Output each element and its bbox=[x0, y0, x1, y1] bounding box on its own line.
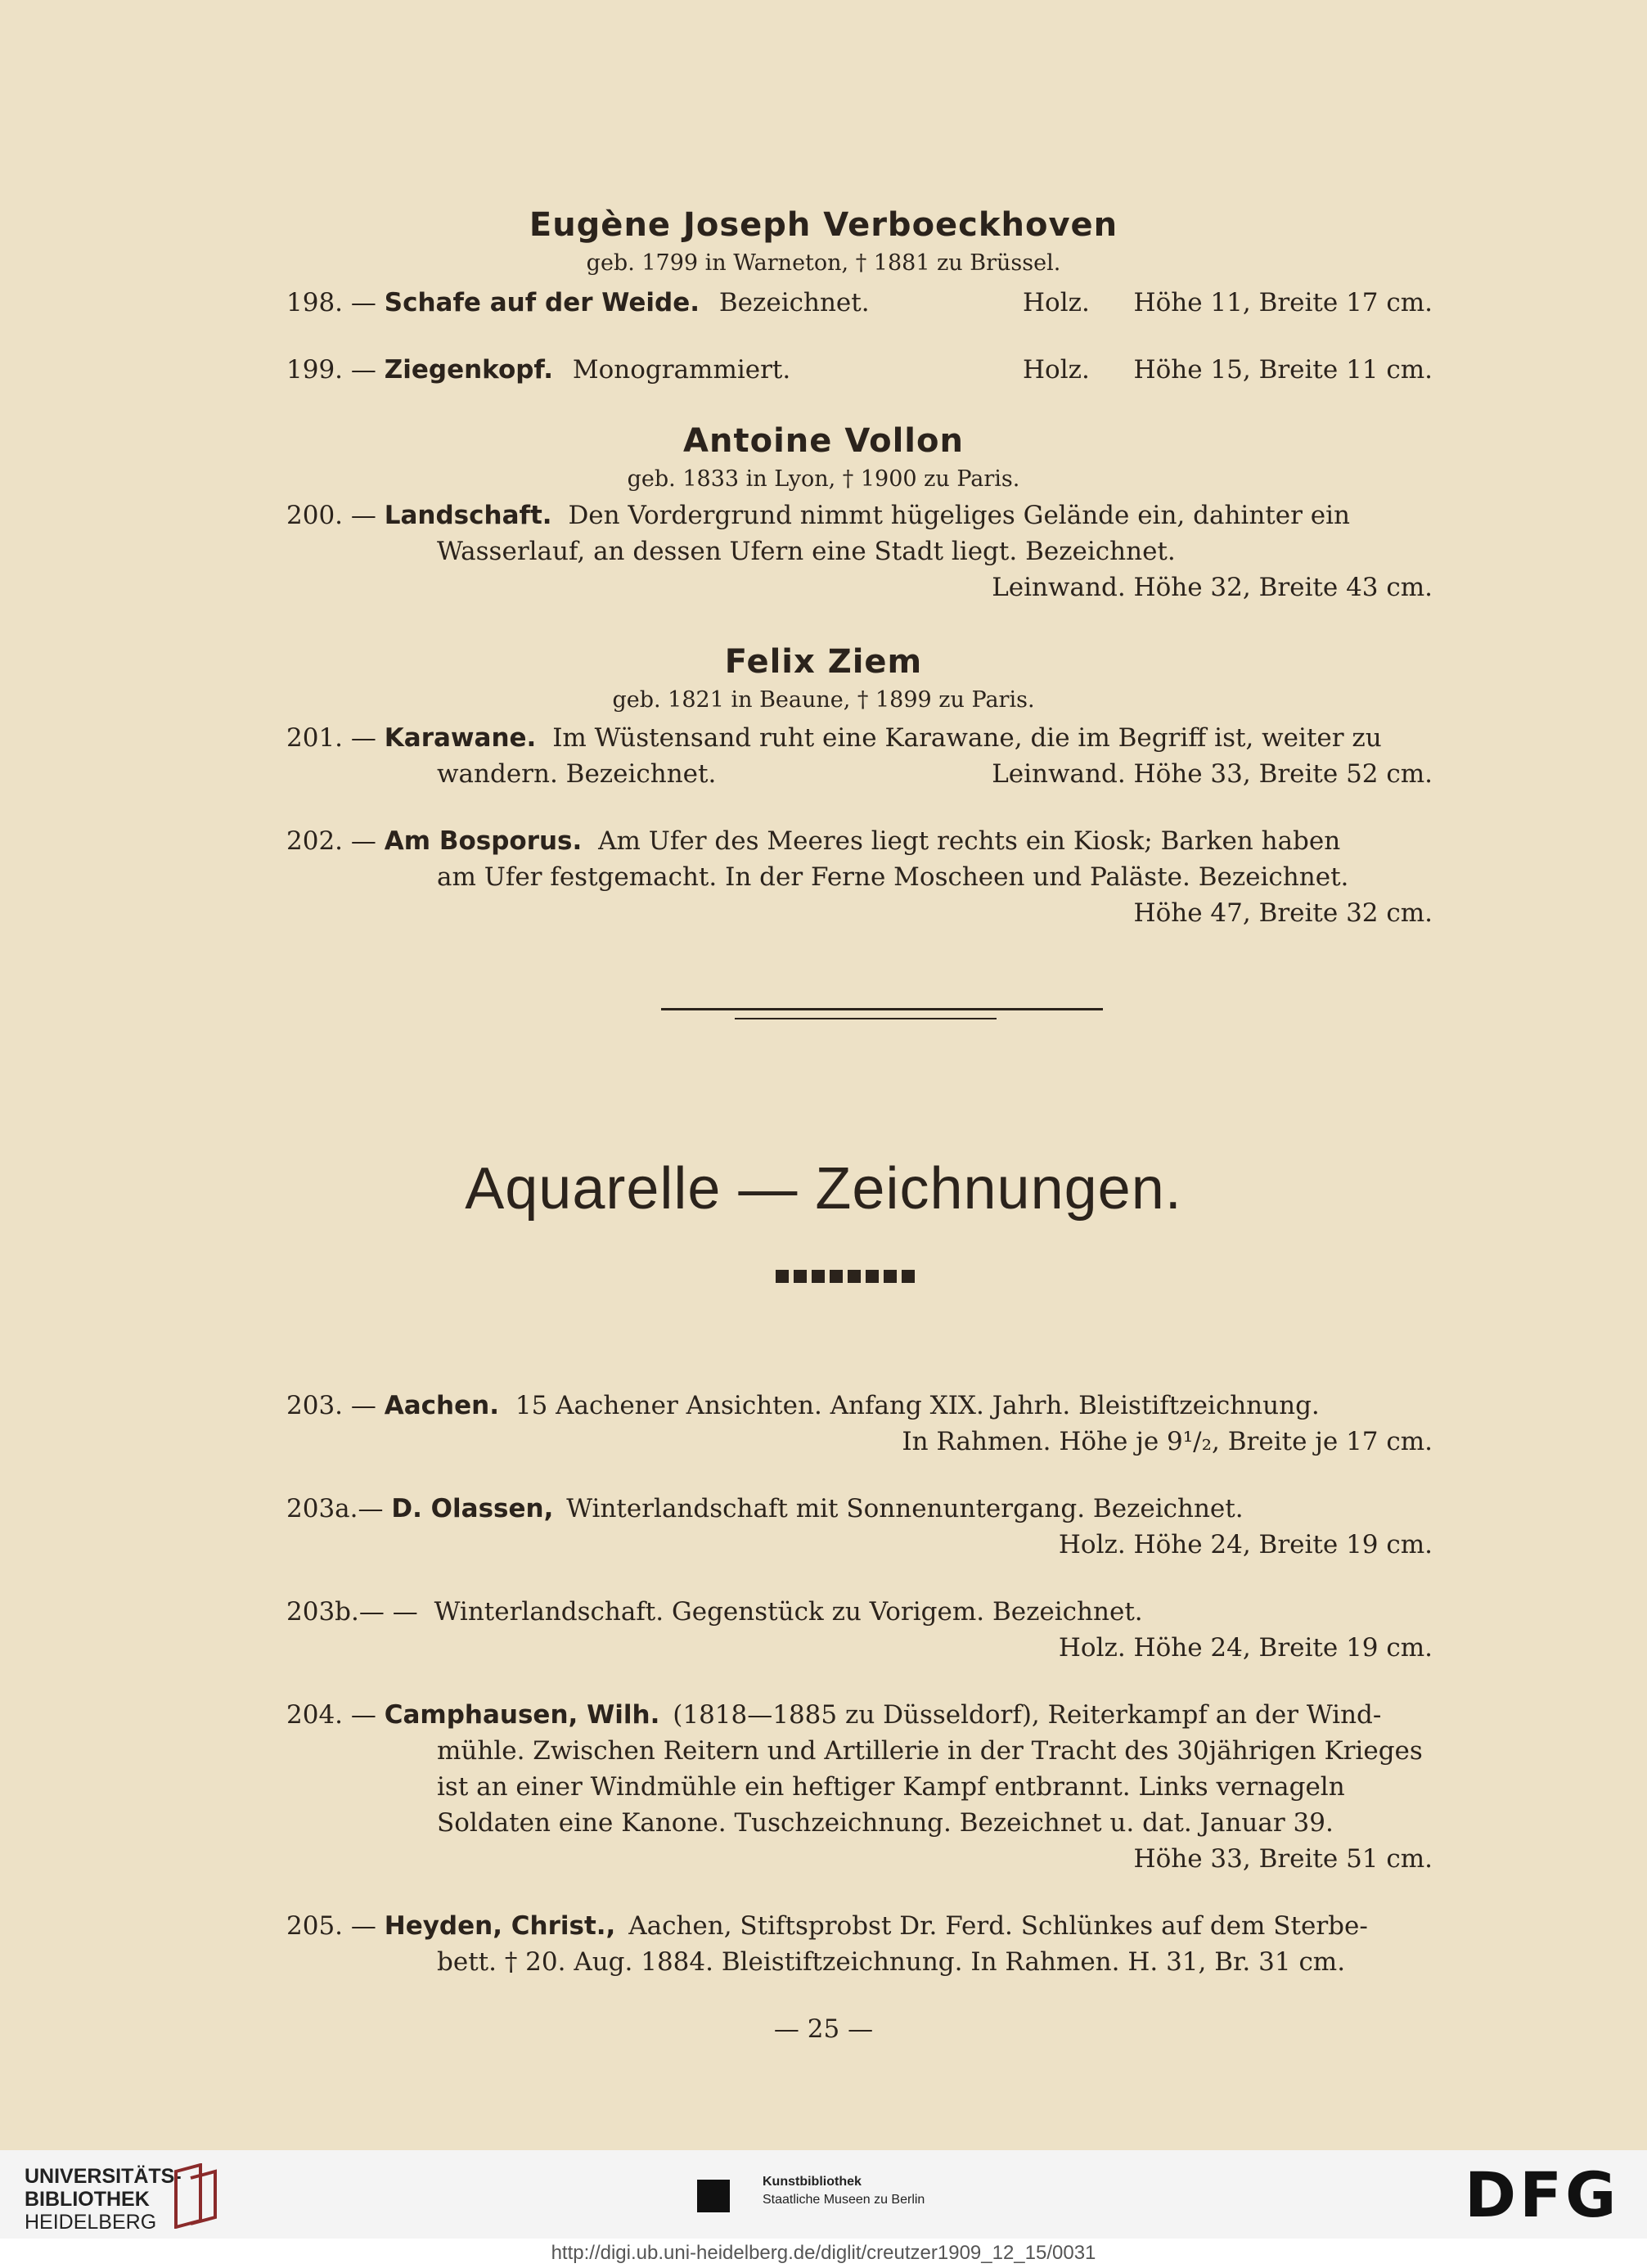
artist-bio: geb. 1799 in Warneton, † 1881 zu Brüssel. bbox=[586, 250, 1061, 276]
catalog-entry-200 bbox=[286, 501, 1350, 530]
entry-text: ist an einer Windmühle ein heftiger Kampf entbrannt. Links vernageln bbox=[437, 1772, 1345, 1802]
artist-bio: geb. 1821 in Beaune, † 1899 zu Paris. bbox=[612, 687, 1035, 713]
artist-heading: Felix Ziem bbox=[724, 643, 923, 681]
entry-text: Aachen, Stiftsprobst Dr. Ferd. Schlünkes auf dem Sterbe- bbox=[628, 1911, 1368, 1941]
artist-heading: Antoine Vollon bbox=[683, 422, 964, 460]
logo-text-line: BIBLIOTHEK bbox=[25, 2188, 150, 2211]
catalog-entry-199 bbox=[286, 355, 790, 385]
entry-note: Bezeichnet. bbox=[718, 288, 870, 317]
entry-dimensions: Höhe 33, Breite 51 cm. bbox=[1133, 1844, 1433, 1874]
catalog-entry-201 bbox=[286, 723, 1382, 753]
ornament-square bbox=[902, 1270, 915, 1283]
entry-text: Soldaten eine Kanone. Tuschzeichnung. Bezeichnet u. dat. Januar 39. bbox=[437, 1808, 1334, 1838]
artist-heading: Eugène Joseph Verboeckhoven bbox=[529, 206, 1118, 244]
catalog-entry-204 bbox=[286, 1700, 1381, 1730]
divider-rule bbox=[735, 1018, 997, 1019]
entry-text: 15 Aachener Ansichten. Anfang XIX. Jahrh. Bleistiftzeichnung. bbox=[515, 1391, 1320, 1420]
entry-text: Am Ufer des Meeres liegt rechts ein Kiosk; Barken haben bbox=[598, 826, 1341, 856]
divider-rule bbox=[661, 1008, 1103, 1010]
section-title: Aquarelle — Zeichnungen. bbox=[465, 1156, 1182, 1222]
catalog-entry-198 bbox=[286, 288, 870, 317]
catalog-entry-203 bbox=[286, 1391, 1320, 1420]
source-url[interactable]: http://digi.ub.uni-heidelberg.de/diglit/creutzer1909_12_15/0031 bbox=[0, 2239, 1647, 2268]
entry-number: 198. — bbox=[286, 288, 376, 317]
catalog-entry-203a bbox=[286, 1494, 1244, 1523]
catalog-entry-205 bbox=[286, 1911, 1368, 1941]
entry-title: Am Bosporus. bbox=[384, 826, 583, 856]
entry-text: Im Wüstensand ruht eine Karawane, die im Begriff ist, weiter zu bbox=[552, 723, 1382, 753]
ornament-square bbox=[812, 1270, 825, 1283]
entry-title: Heyden, Christ., bbox=[384, 1911, 616, 1941]
entry-number: 199. — bbox=[286, 355, 376, 385]
page-number: — 25 — bbox=[773, 2014, 874, 2044]
entry-title: Landschaft. bbox=[384, 501, 552, 530]
ornament-square bbox=[794, 1270, 807, 1283]
entry-text: mühle. Zwischen Reitern und Artillerie in der Tracht des 30jährigen Krieges bbox=[437, 1736, 1423, 1766]
entry-title: Aachen. bbox=[384, 1391, 499, 1420]
entry-dimensions: Höhe 15, Breite 11 cm. bbox=[1133, 355, 1433, 385]
entry-text: (1818—1885 zu Düsseldorf), Reiterkampf an der Wind- bbox=[673, 1700, 1382, 1730]
entry-dimensions: Holz. Höhe 24, Breite 19 cm. bbox=[1058, 1530, 1433, 1559]
ornament-square bbox=[848, 1270, 861, 1283]
entry-number: 205. — bbox=[286, 1911, 376, 1941]
entry-number: 202. — bbox=[286, 826, 376, 856]
entry-number: 203a.— bbox=[286, 1494, 384, 1523]
logo-text-line: UNIVERSITÄTS- bbox=[25, 2165, 182, 2188]
ornament-square bbox=[830, 1270, 843, 1283]
catalog-entry-203b bbox=[286, 1597, 1143, 1627]
footer-bar bbox=[0, 2150, 1647, 2239]
entry-number: 203. — bbox=[286, 1391, 376, 1420]
ornament-square bbox=[866, 1270, 879, 1283]
kunstbibliothek-logo[interactable] bbox=[763, 2173, 925, 2209]
ornament-square bbox=[776, 1270, 789, 1283]
entry-title: D. Olassen, bbox=[391, 1494, 554, 1523]
entry-material: Holz. bbox=[1023, 288, 1090, 317]
entry-text: am Ufer festgemacht. In der Ferne Moscheen und Paläste. Bezeichnet. bbox=[437, 862, 1349, 892]
entry-dimensions: In Rahmen. Höhe je 9¹/₂, Breite je 17 cm. bbox=[902, 1427, 1433, 1456]
entry-dimensions: Leinwand. Höhe 33, Breite 52 cm. bbox=[992, 759, 1433, 789]
entry-number: 201. — bbox=[286, 723, 376, 753]
library-emblem-icon bbox=[168, 2163, 225, 2229]
logo-text-line: Kunstbibliothek bbox=[763, 2175, 862, 2189]
entry-note: Monogrammiert. bbox=[572, 355, 791, 385]
logo-text-line: HEIDELBERG bbox=[25, 2211, 157, 2234]
entry-number: 203b.— — bbox=[286, 1597, 418, 1627]
entry-text: Winterlandschaft mit Sonnenuntergang. Bezeichnet. bbox=[566, 1494, 1244, 1523]
catalog-entry-202 bbox=[286, 826, 1340, 856]
entry-material: Holz. bbox=[1023, 355, 1090, 385]
entry-text: wandern. Bezeichnet. bbox=[437, 759, 717, 789]
entry-text: Winterlandschaft. Gegenstück zu Vorigem. Bezeichnet. bbox=[434, 1597, 1143, 1627]
entry-number: 204. — bbox=[286, 1700, 376, 1730]
ornament-square bbox=[884, 1270, 897, 1283]
entry-title: Camphausen, Wilh. bbox=[384, 1700, 660, 1730]
dfg-logo[interactable]: DFG bbox=[1465, 2158, 1620, 2231]
logo-text-line: Staatliche Museen zu Berlin bbox=[763, 2193, 925, 2207]
university-library-logo[interactable] bbox=[25, 2165, 182, 2234]
kunstbibliothek-logo-icon bbox=[697, 2180, 730, 2212]
artist-bio: geb. 1833 in Lyon, † 1900 zu Paris. bbox=[627, 466, 1020, 492]
entry-text: Den Vordergrund nimmt hügeliges Gelände ein, dahinter ein bbox=[568, 501, 1351, 530]
entry-text: Wasserlauf, an dessen Ufern eine Stadt liegt. Bezeichnet. bbox=[437, 537, 1176, 566]
entry-text: bett. † 20. Aug. 1884. Bleistiftzeichnung. In Rahmen. H. 31, Br. 31 cm. bbox=[437, 1947, 1346, 1977]
entry-title: Ziegenkopf. bbox=[384, 355, 554, 385]
entry-number: 200. — bbox=[286, 501, 376, 530]
entry-title: Karawane. bbox=[384, 723, 537, 753]
entry-dimensions: Leinwand. Höhe 32, Breite 43 cm. bbox=[992, 573, 1433, 602]
entry-dimensions: Höhe 11, Breite 17 cm. bbox=[1133, 288, 1433, 317]
entry-dimensions: Holz. Höhe 24, Breite 19 cm. bbox=[1058, 1633, 1433, 1663]
entry-title: Schafe auf der Weide. bbox=[384, 288, 700, 317]
entry-dimensions: Höhe 47, Breite 32 cm. bbox=[1133, 898, 1433, 928]
